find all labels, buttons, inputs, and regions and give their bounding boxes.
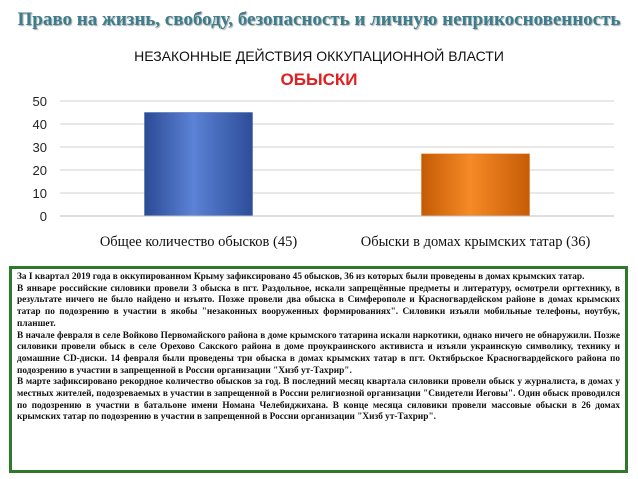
y-tick-label: 0 [39, 209, 47, 224]
paragraph-march: В марте зафиксировано рекордное количество обысков за год. В последний месяц квартала силовики провели обыск у журналиста, в домах у местных жителей, подозреваемых в участии в запрещенной в России религиозной организации "Свидетели Иеговы". Один обыск проводился по подозрению в участии в батальоне имени Номана Челебиджихана. В конце месяца силовики провели массовые обыски в 26 домах крымских татар по подозрению в участии в запрещенной в России организации "Хизб ут-Тахрир". [17, 377, 620, 423]
y-tick-label: 30 [32, 140, 47, 155]
y-tick-label: 20 [32, 163, 47, 178]
description-text-box [9, 266, 628, 473]
paragraph-january: В январе российские силовики провели 3 обыска в пгт. Раздольное, искали запрещённые предметы и литературу, осмотрели оргтехнику, в результате ничего не было найдено и изъято. Позже провели два обыска в Симферополе и Красногвардейском районе в домах крымских татар по подозрению в участии в якобы "незаконных вооруженных формированиях". Силовики изъяли мобильные телефоны, ноутбук, планшет. [17, 283, 620, 329]
page-title: Право на жизнь, свободу, безопасность и личную неприкосновенность [17, 9, 621, 30]
y-tick-label: 50 [32, 94, 47, 109]
y-axis-ticks [33, 94, 47, 224]
y-tick-label: 10 [32, 186, 47, 201]
chart-title: НЕЗАКОННЫЕ ДЕЙСТВИЯ ОККУПАЦИОННОЙ ВЛАСТИ [134, 48, 504, 64]
chart-subtitle: ОБЫСКИ [280, 70, 358, 89]
paragraph-summary: За I квартал 2019 года в оккупированном Крыму зафиксировано 45 обысков, 36 из которых были проведены в домах крымских татар. [17, 272, 585, 282]
paragraph-february: В начале февраля в селе Войково Первомайского района в доме крымского татарина искали наркотики, однако ничего не обнаружили. Позже силовики провели обыск в селе Орехово Сакского района в доме проукраинского активиста и изъяли украинскую символику, технику и домашние CD-диски. 14 февраля были проведены три обыска в домах крымских татар в пгт. Октябрьское Красногвардейского района по подозрению в участии в запрещенной в России организации "Хизб ут-Тахрир". [17, 330, 620, 376]
bar-crimean-tatar [422, 154, 530, 216]
category-label-total: Общее количество обысков (45) [99, 234, 298, 250]
bar-total [145, 113, 253, 217]
y-tick-label: 40 [32, 117, 47, 132]
gridlines [60, 101, 614, 193]
bars [145, 113, 530, 217]
category-label-crimean-tatar: Обыски в домах крымских татар (36) [360, 234, 591, 250]
